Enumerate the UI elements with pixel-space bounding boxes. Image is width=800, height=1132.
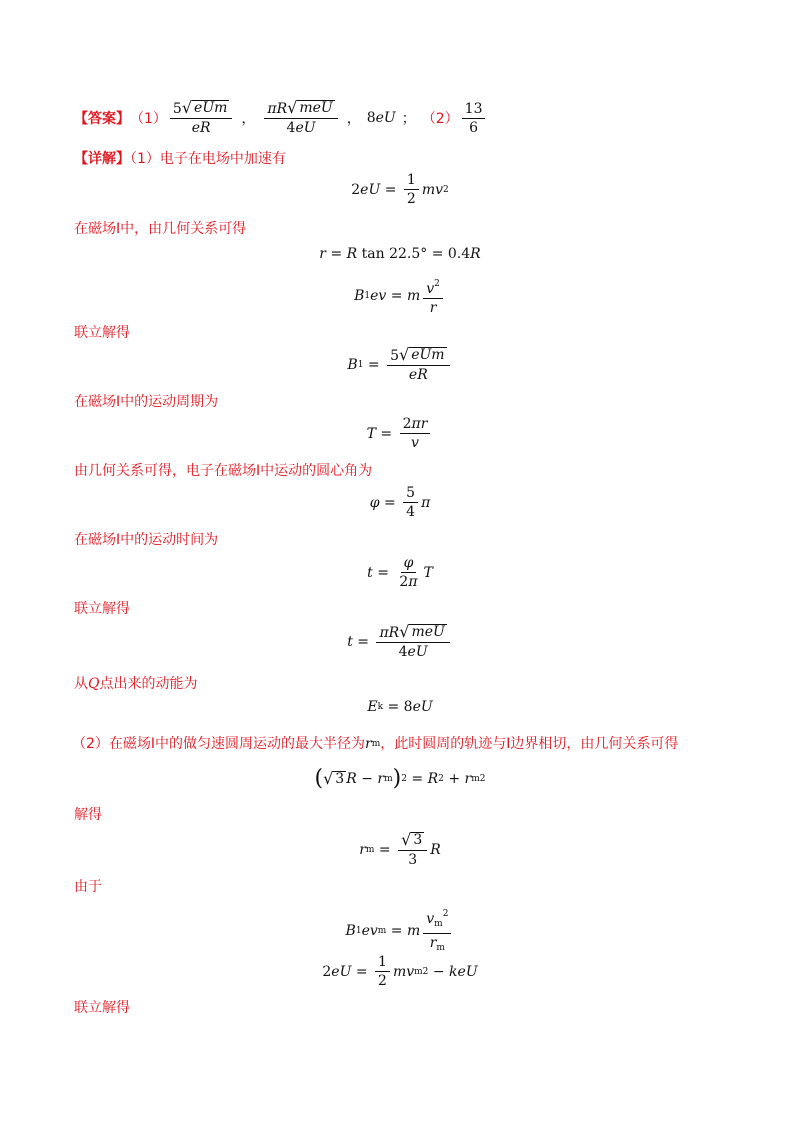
point-q: Q	[88, 676, 100, 692]
detail-line-12: 联立解得	[74, 1000, 130, 1016]
detail-text-1: （1）电子在电场中加速有	[130, 151, 286, 167]
detail-line-8	[74, 674, 197, 694]
detail-line-9	[72, 734, 678, 754]
detail-line-1	[74, 149, 286, 169]
answer-part1-label: （1）	[130, 111, 167, 127]
eq-radius: r = R tan 22.5° = 0.4 R	[319, 246, 481, 262]
eq-kinetic-energy: E k = 8 eU	[367, 699, 433, 715]
answer-comma-2: ，	[346, 111, 361, 127]
eq-tangent-geometry: ( √ 3 R − r m ) 2 = R 2 + r m 2	[314, 766, 486, 791]
detail-line-5: 由几何关系可得，电子在磁场Ⅰ中运动的圆心角为	[74, 463, 373, 479]
answer-semicolon: ；	[401, 111, 416, 127]
detail-line-6: 在磁场Ⅰ中的运动时间为	[74, 532, 219, 548]
detail-line-2: 在磁场Ⅰ中，由几何关系可得	[74, 221, 247, 237]
answer-b1-formula: 5 √ eUm eR	[167, 100, 235, 136]
eq-lorentz: B 1 ev = m $\frac{v^2}{r}$	[0, 276, 800, 316]
answer-part2-label: （2）	[421, 111, 459, 127]
detail-line-10: 解得	[74, 807, 102, 823]
eq-period: T = $\frac{2\pi r}{v}$	[0, 416, 800, 451]
eq-b1: B 1 = 5 √ eUm eR	[0, 347, 800, 383]
detail-text-8c: 点出来的动能为	[99, 676, 198, 692]
detail-line-7: 联立解得	[74, 601, 130, 617]
detail-text-8a: 从	[74, 676, 88, 692]
eq-angle: φ = $\frac{5}{4}$ π	[369, 485, 431, 520]
r-max-symbol: r m	[365, 736, 381, 752]
detail-text-9b: ，此时圆周的轨迹与Ⅰ边界相切，由几何关系可得	[380, 736, 679, 752]
answer-time-formula: πR √ meU 4eU	[261, 100, 340, 136]
eq-r-max: r m = √ 3 3 R	[359, 830, 441, 868]
answer-energy-formula: 8 eU	[366, 110, 396, 126]
answer-k-formula: $\frac{13}{6}$	[459, 101, 489, 136]
detail-line-3: 联立解得	[74, 325, 130, 341]
eq-time: t = πR √ meU 4eU	[0, 624, 800, 660]
eq-lorentz-max: B 1 ev m = m $\frac{v_m^2}{r_m}$	[0, 906, 800, 956]
eq-time-ratio: t = $\frac{\varphi}{2\pi}$ T	[367, 555, 433, 590]
answer-label: 【答案】	[74, 111, 130, 127]
detail-line-4: 在磁场Ⅰ中的运动周期为	[74, 394, 219, 410]
detail-label: 【详解】	[74, 151, 130, 167]
answer-row	[74, 100, 488, 136]
answer-comma-1: ，	[241, 111, 256, 127]
eq-acceleration: 2 eU = $\frac{1}{2}$ mv 2	[351, 172, 449, 207]
detail-text-9a: （2）在磁场Ⅰ中的做匀速圆周运动的最大半径为	[72, 736, 366, 752]
eq-energy-loss: 2 eU = $\frac{1}{2}$ mv m 2 − keU	[322, 954, 478, 989]
detail-line-11: 由于	[74, 879, 102, 895]
